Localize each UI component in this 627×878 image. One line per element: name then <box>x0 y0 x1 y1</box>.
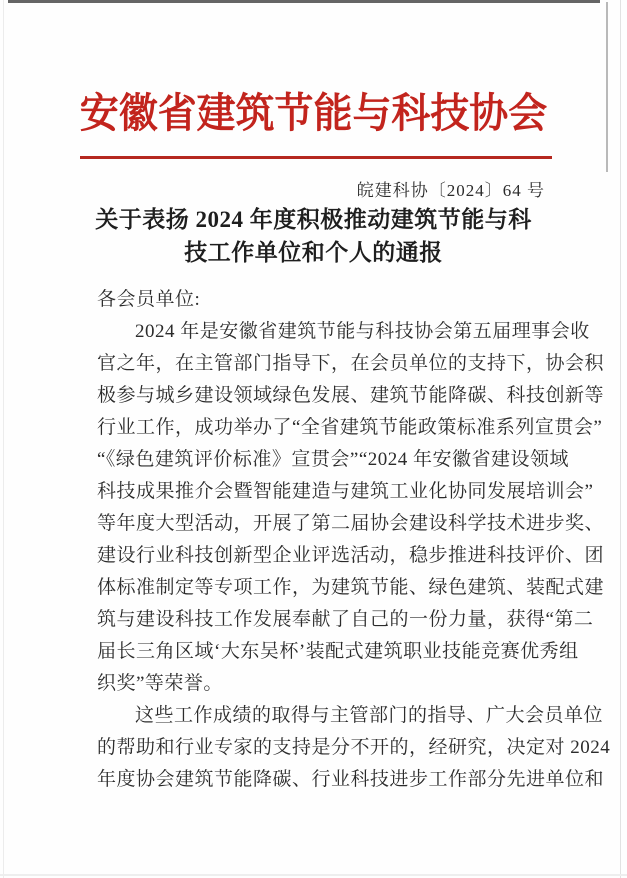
body-line: 科技成果推介会暨智能建造与建筑工业化协同发展培训会” <box>97 481 594 502</box>
body-line: “《绿色建筑评价标准》宣贯会”“2024 年安徽省建设领域 <box>97 449 570 470</box>
body-line: 织奖”等荣誉。 <box>97 673 223 694</box>
body-line: 筑与建设科技工作发展奉献了自己的一份力量，获得“第二 <box>97 609 594 630</box>
scan-edge-bottom <box>0 874 627 876</box>
document-number: 皖建科协〔2024〕64 号 <box>356 181 545 200</box>
document-title-line2: 技工作单位和个人的通报 <box>184 240 443 265</box>
body-salutation: 各会员单位: <box>97 289 201 310</box>
body-line: 极参与城乡建设领域绿色发展、建筑节能降碳、科技创新等 <box>97 385 605 406</box>
body-line: 届长三角区域‘大东吴杯’装配式建筑职业技能竞赛优秀组 <box>97 641 579 662</box>
document-title-line1: 关于表扬 2024 年度积极推动建筑节能与科 <box>95 207 532 232</box>
scan-edge-top <box>8 0 600 3</box>
body-line: 的帮助和行业专家的支持是分不开的，经研究，决定对 2024 <box>97 737 611 758</box>
scan-edge-left <box>3 0 4 878</box>
body-line: 官之年，在主管部门指导下，在会员单位的支持下，协会积 <box>97 353 605 374</box>
org-masthead: 安徽省建筑节能与科技协会 <box>79 90 548 136</box>
body-line: 2024 年是安徽省建筑节能与科技协会第五届理事会收 <box>135 321 590 342</box>
body-line: 体标准制定等专项工作，为建筑节能、绿色建筑、装配式建 <box>97 577 605 598</box>
body-line: 建设行业科技创新型企业评选活动，稳步推进科技评价、团 <box>97 545 605 566</box>
masthead-divider-rule <box>80 156 552 159</box>
body-line: 年度协会建筑节能降碳、行业科技进步工作部分先进单位和 <box>97 769 605 790</box>
document-body <box>97 284 611 796</box>
scan-edge-right-faint <box>620 0 621 878</box>
body-line: 等年度大型活动，开展了第二届协会建设科学技术进步奖、 <box>97 513 605 534</box>
body-line: 这些工作成绩的取得与主管部门的指导、广大会员单位 <box>135 705 604 726</box>
document-title <box>0 203 627 269</box>
body-line: 行业工作，成功举办了“全省建筑节能政策标准系列宣贯会” <box>97 417 603 438</box>
